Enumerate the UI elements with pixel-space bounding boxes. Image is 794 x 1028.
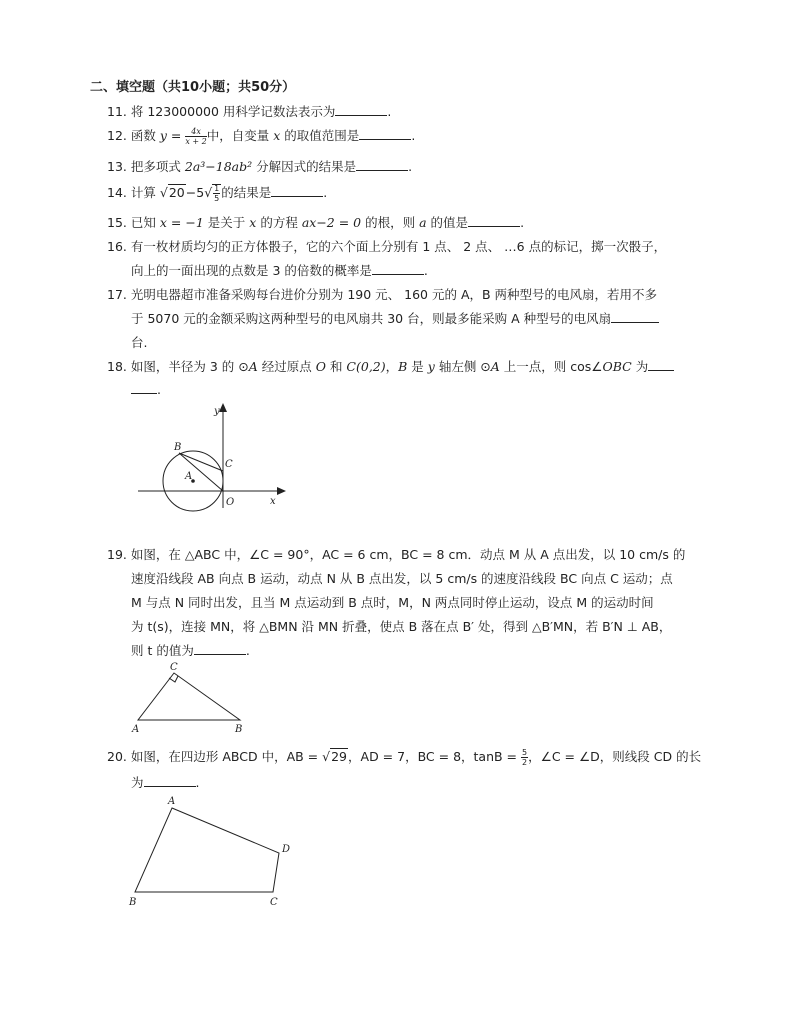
var-y: y: [427, 359, 435, 374]
question-number: 19.: [107, 547, 127, 562]
answer-blank[interactable]: [372, 262, 424, 275]
question-16-line2: [131, 261, 428, 279]
answer-blank[interactable]: [359, 127, 411, 140]
period: .: [411, 128, 416, 143]
point-C: C(0,2): [346, 359, 386, 374]
question-text: 有一枚材质均匀的正方体骰子，它的六个面上分别有 1 点、 2 点、 …6 点的标记，掷一次骰子，: [130, 239, 667, 254]
question-text: 为: [131, 775, 144, 790]
label-C: C: [170, 662, 178, 673]
answer-blank[interactable]: [468, 214, 520, 227]
var-y: y: [159, 128, 167, 143]
question-text: 如图，在四边形 ABCD 中，AB =: [130, 749, 323, 764]
answer-blank[interactable]: [335, 103, 387, 116]
question-text: 的取值范围是: [284, 128, 360, 143]
question-19-line2: [131, 569, 673, 587]
question-text: ，: [385, 359, 399, 374]
label-y: y: [214, 406, 220, 417]
fraction-numerator: 5: [522, 748, 528, 757]
question-text: 函数: [130, 128, 156, 143]
question-18-line2: [131, 381, 161, 397]
question-text: 计算: [130, 185, 156, 200]
question-12: [107, 126, 415, 146]
question-18: [107, 357, 674, 375]
answer-blank[interactable]: [271, 184, 323, 197]
question-text: 轴左侧 ⊙: [434, 359, 491, 374]
question-number: 16.: [107, 239, 127, 254]
fraction-numerator: 4x: [185, 127, 206, 137]
question-text: ，AD = 7，BC = 8，tanB =: [348, 749, 522, 764]
question-19-line4: [131, 617, 671, 635]
question-number: 18.: [107, 359, 127, 374]
period: .: [323, 185, 328, 200]
answer-blank[interactable]: [356, 158, 408, 171]
fraction-denominator: x + 2: [185, 137, 207, 146]
label-A: A: [168, 796, 176, 807]
question-number: 15.: [107, 215, 127, 230]
question-text: 如图，半径为 3 的 ⊙: [130, 359, 249, 374]
sqrt-20: 20: [168, 185, 185, 200]
var-x: x: [249, 215, 257, 230]
question-text: 台.: [131, 335, 148, 350]
x-value: x = −1: [159, 215, 204, 230]
label-B: B: [235, 724, 243, 735]
quadrilateral-ABCD: [135, 808, 279, 892]
question-text: 将 123000000 用科学记数法表示为: [130, 104, 336, 119]
period: .: [387, 104, 392, 119]
label-B: B: [129, 897, 137, 908]
question-text: M 与点 N 同时出发，且当 M 点运动到 B 点时，M，N 两点同时停止运动，设点 M 的运动时间: [131, 595, 654, 610]
fraction-numerator: 1: [214, 184, 220, 193]
figure-20-quadrilateral: [125, 792, 300, 910]
label-B: B: [174, 442, 182, 453]
question-text: 把多项式: [130, 159, 181, 174]
question-text: 光明电器超市准备采购每台进价分别为 190 元、 160 元的 A，B 两种型号的电风扇，若用不多: [130, 287, 658, 302]
label-C: C: [225, 459, 233, 470]
angle-OBC: OBC: [602, 359, 632, 374]
question-17-line2: [131, 309, 659, 327]
question-14: 14. 计算 √20−5√ $\frac{1}{5}$ 的结果是 .: [107, 184, 328, 203]
sqrt-29: 29: [331, 749, 348, 764]
label-A: A: [185, 471, 193, 482]
answer-blank[interactable]: [648, 358, 674, 371]
fraction-denominator: 5: [214, 194, 220, 203]
var-A: A: [248, 359, 258, 374]
period: .: [245, 643, 250, 658]
question-text: 速度沿线段 AB 向点 B 运动，动点 N 从 B 点出发，以 5 cm/s 的速度沿线段 BC 向点 C 运动；点: [131, 571, 673, 586]
question-20: 20. 如图，在四边形 ABCD 中，AB = √29，AD = 7，BC = 8，tanB = $\frac{5}{2}$ ，∠C = ∠D，则线段 CD 的长: [107, 748, 702, 767]
y-axis-arrow: [219, 403, 227, 412]
var-a: a: [419, 215, 427, 230]
question-text: 上一点，则 cos∠: [499, 359, 603, 374]
label-O: O: [226, 497, 235, 508]
question-number: 17.: [107, 287, 127, 302]
question-text: 已知: [130, 215, 156, 230]
answer-blank[interactable]: [194, 642, 246, 655]
question-17-line3: [131, 333, 147, 351]
question-20-line2: [131, 773, 200, 791]
question-19-line3: [131, 593, 654, 611]
question-text: 则 t 的值为: [131, 643, 194, 658]
figure-18-circle-diagram: [130, 398, 295, 513]
question-text: 为: [631, 359, 649, 374]
polynomial: 2a³−18ab²: [184, 159, 253, 174]
question-text: 是: [407, 359, 428, 374]
triangle-ABC: [138, 673, 240, 720]
answer-blank[interactable]: [611, 310, 659, 323]
period: .: [520, 215, 525, 230]
period: .: [157, 382, 161, 397]
question-17: [107, 285, 657, 303]
period: .: [408, 159, 413, 174]
fraction: [185, 127, 206, 146]
question-16: [107, 237, 666, 255]
var-x: x: [273, 128, 281, 143]
question-number: 12.: [107, 128, 127, 143]
label-A: A: [132, 724, 140, 735]
question-text: 为 t(s)，连接 MN，将 △BMN 沿 MN 折叠，使点 B 落在点 B′ 处，得到 △B′MN，若 B′N ⊥ AB，: [131, 619, 672, 634]
question-19: [107, 545, 685, 563]
question-13: [107, 157, 412, 175]
question-text: 的值是: [430, 215, 469, 230]
question-15: [107, 213, 524, 231]
question-text: 的根，则: [365, 215, 416, 230]
question-number: 13.: [107, 159, 127, 174]
section-title: 二、填空题（共10小题；共50分）: [90, 80, 296, 95]
question-text: 分解因式的结果是: [256, 159, 357, 174]
label-D: D: [282, 844, 291, 855]
question-19-line5: [131, 641, 250, 659]
question-text: 如图，在 △ABC 中，∠C = 90°，AC = 6 cm，BC = 8 cm．动点 M 从 A 点出发，以 10 cm/s 的: [130, 547, 686, 562]
question-text: 是关于: [207, 215, 246, 230]
answer-blank[interactable]: [131, 381, 157, 394]
question-number: 20.: [107, 749, 127, 764]
question-11: [107, 102, 391, 120]
x-axis-arrow: [277, 487, 286, 495]
period: .: [423, 263, 428, 278]
equals: =: [166, 128, 186, 143]
var-O: O: [315, 359, 326, 374]
right-angle-mark: [169, 676, 178, 682]
answer-blank[interactable]: [144, 774, 196, 787]
period: .: [195, 775, 200, 790]
label-C: C: [270, 897, 278, 908]
minus-five: −5: [185, 185, 205, 200]
question-text: 的方程: [260, 215, 298, 230]
question-text: 于 5070 元的金额采购这两种型号的电风扇共 30 台，则最多能采购 A 种型号的电风扇: [131, 311, 612, 326]
question-text: ，∠C = ∠D，则线段 CD 的长: [528, 749, 702, 764]
figure-19-triangle: [128, 660, 258, 736]
label-x: x: [270, 496, 276, 507]
fraction: [213, 184, 220, 203]
equation: ax−2 = 0: [301, 215, 362, 230]
question-text: 和: [325, 359, 347, 374]
var-B: B: [398, 359, 408, 374]
question-text: 的结果是: [221, 185, 272, 200]
question-text: 中，自变量: [206, 128, 270, 143]
var-A: A: [490, 359, 500, 374]
question-text: 向上的一面出现的点数是 3 的倍数的概率是: [131, 263, 372, 278]
question-number: 14.: [107, 185, 127, 200]
fraction-denominator: 2: [522, 758, 528, 767]
question-text: 经过原点: [257, 359, 316, 374]
question-number: 11.: [107, 104, 127, 119]
